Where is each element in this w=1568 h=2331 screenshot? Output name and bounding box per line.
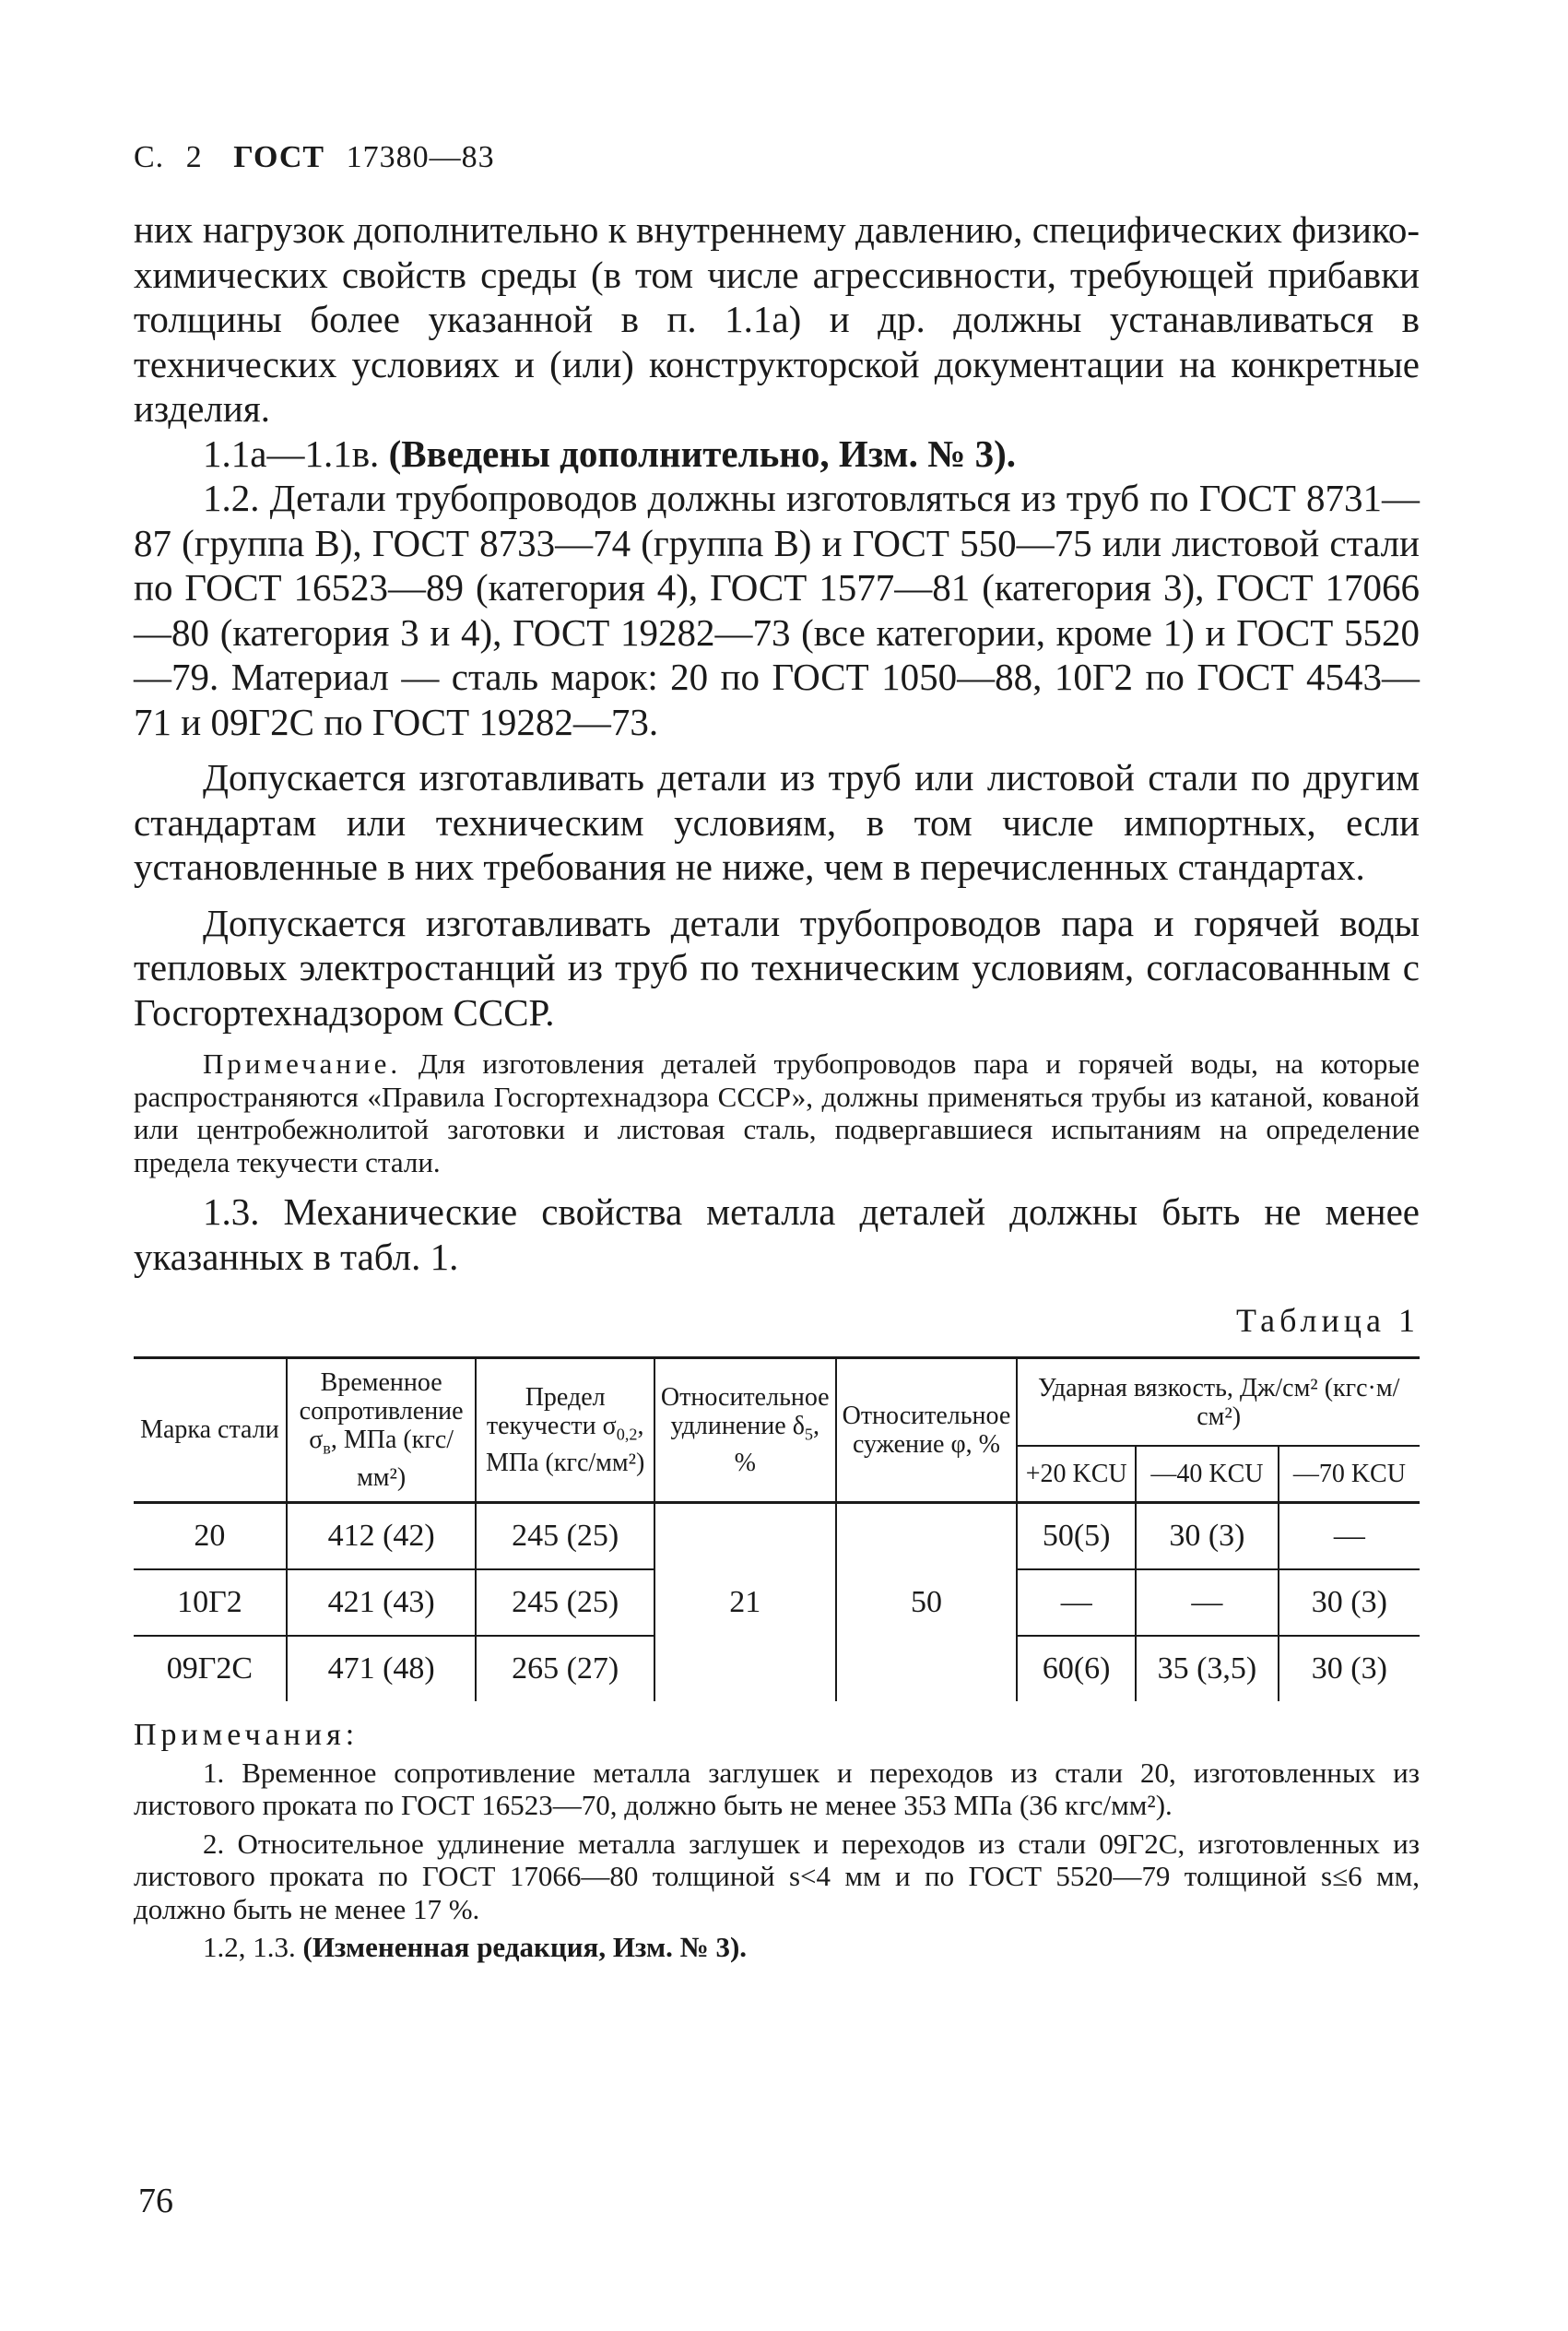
header-impact: Ударная вязкость, Дж/см² (кгс·м/см²)	[1017, 1358, 1420, 1447]
paragraph-allowed-materials: Допускается изготавливать детали из труб или листовой стали по другим стандартам или техническим условиям, в том числе импортных, если установленные в них требования не ниже, чем в перечисленных стандартах.	[134, 756, 1420, 888]
paragraph-continuation: них нагрузок дополнительно к внутреннему давлению, специфических физико-химических свойств среды (в том числе агрессивности, требующей прибавки толщины более указанной в п. 1.1а) и др. должны устанавливаться в технических условиях и (или) конструкторской документации на конкретные изделия.	[134, 208, 1420, 430]
note-1: 1. Временное сопротивление металла заглушек и переходов из стали 20, изготовленных из листового проката по ГОСТ 16523—70, должно быть не менее 353 МПа (36 кгс/мм²).	[134, 1756, 1420, 1822]
cell-grade: 20	[134, 1502, 287, 1569]
header-standard-number: 17380—83	[346, 140, 495, 174]
cell-tensile: 412 (42)	[287, 1502, 477, 1569]
header-impact-plus20: +20 KCU	[1017, 1446, 1136, 1502]
paragraph-1-2: 1.2. Детали трубопроводов должны изготовляться из труб по ГОСТ 8731—87 (группа В), ГОСТ 8733—74 (группа В) и ГОСТ 550—75 или листовой стали по ГОСТ 16523—89 (категория 4), ГОСТ 1577—81 (категория 3), ГОСТ 17066—80 (категория 3 и 4), ГОСТ 19282—73 (все категории, кроме 1) и ГОСТ 5520—79. Материал — сталь марок: 20 по ГОСТ 1050—88, 10Г2 по ГОСТ 4543—71 и 09Г2С по ГОСТ 19282—73.	[134, 477, 1420, 743]
paragraph-1-3: 1.3. Механические свойства металла деталей должны быть не менее указанных в табл. 1.	[134, 1190, 1420, 1278]
header-impact-minus40: —40 KCU	[1136, 1446, 1279, 1502]
amendment-ref: 1.1а—1.1в.	[203, 432, 389, 475]
header-elongation: Относительное удлинение $\delta_5$, %	[654, 1358, 836, 1503]
header-standard: ГОСТ	[233, 140, 325, 174]
header-page-num: 2	[185, 140, 203, 174]
note-label: Примечание.	[203, 1047, 402, 1080]
cell-yield: 245 (25)	[476, 1502, 654, 1569]
amendment-note: (Измененная редакция, Изм. № 3).	[302, 1931, 748, 1964]
amendment-ref: 1.2, 1.3.	[203, 1931, 303, 1964]
cell-elongation: 21	[654, 1502, 836, 1701]
header-yield: Предел текучести $\sigma_{0,2}$, МПа (кгс/мм²)	[476, 1358, 654, 1503]
header-grade: Марка стали	[134, 1358, 287, 1503]
paragraph-power-plants: Допускается изготавливать детали трубопроводов пара и горячей воды тепловых электростанций из труб по техническим условиям, согласованным с Госгортехнадзором СССР.	[134, 901, 1420, 1034]
header-prefix: С.	[134, 140, 165, 174]
amendment-1-2-1-3	[134, 1931, 1420, 1964]
cell-grade: 09Г2С	[134, 1636, 287, 1701]
page-number: 76	[138, 2182, 173, 2220]
cell-impact-plus20: 50(5)	[1017, 1502, 1136, 1569]
cell-grade: 10Г2	[134, 1569, 287, 1636]
cell-impact-minus70: 30 (3)	[1279, 1569, 1420, 1636]
cell-yield: 265 (27)	[476, 1636, 654, 1701]
mechanical-properties-table	[134, 1356, 1420, 1701]
cell-impact-minus40: 35 (3,5)	[1136, 1636, 1279, 1701]
notes-title: Примечания:	[134, 1717, 360, 1752]
table-caption: Таблица 1	[1236, 1302, 1420, 1339]
cell-impact-minus70: 30 (3)	[1279, 1636, 1420, 1701]
cell-reduction: 50	[836, 1502, 1018, 1701]
header-tensile: Временное сопротивление $\sigma_в$, МПа (кгс/мм²)	[287, 1358, 477, 1503]
paragraph-amendment-1-1	[134, 432, 1420, 477]
note-2: 2. Относительное удлинение металла заглушек и переходов из стали 09Г2С, изготовленных из листового проката по ГОСТ 17066—80 толщиной s<4 мм и по ГОСТ 5520—79 толщиной s≤6 мм, должно быть не менее 17 %.	[134, 1827, 1420, 1925]
document-body	[134, 207, 1420, 1964]
amendment-note: (Введены дополнительно, Изм. № 3).	[388, 432, 1016, 475]
page-header	[134, 140, 495, 175]
cell-impact-minus40: 30 (3)	[1136, 1502, 1279, 1569]
cell-tensile: 471 (48)	[287, 1636, 477, 1701]
cell-impact-minus70: —	[1279, 1502, 1420, 1569]
header-impact-minus70: —70 KCU	[1279, 1446, 1420, 1502]
note-text: Для изготовления деталей трубопроводов пара и горячей воды, на которые распространяются «Правила Госгортехнадзора СССР», должны применяться трубы из катаной, кованой или центробежнолитой заготовки и листовая сталь, подвергавшиеся испытаниям на определение предела текучести стали.	[134, 1047, 1420, 1178]
table-row	[134, 1502, 1420, 1569]
cell-yield: 245 (25)	[476, 1569, 654, 1636]
note-paragraph	[134, 1047, 1420, 1178]
cell-impact-minus40: —	[1136, 1569, 1279, 1636]
cell-impact-plus20: —	[1017, 1569, 1136, 1636]
cell-tensile: 421 (43)	[287, 1569, 477, 1636]
cell-impact-plus20: 60(6)	[1017, 1636, 1136, 1701]
header-reduction: Относительное сужение φ, %	[836, 1358, 1018, 1503]
